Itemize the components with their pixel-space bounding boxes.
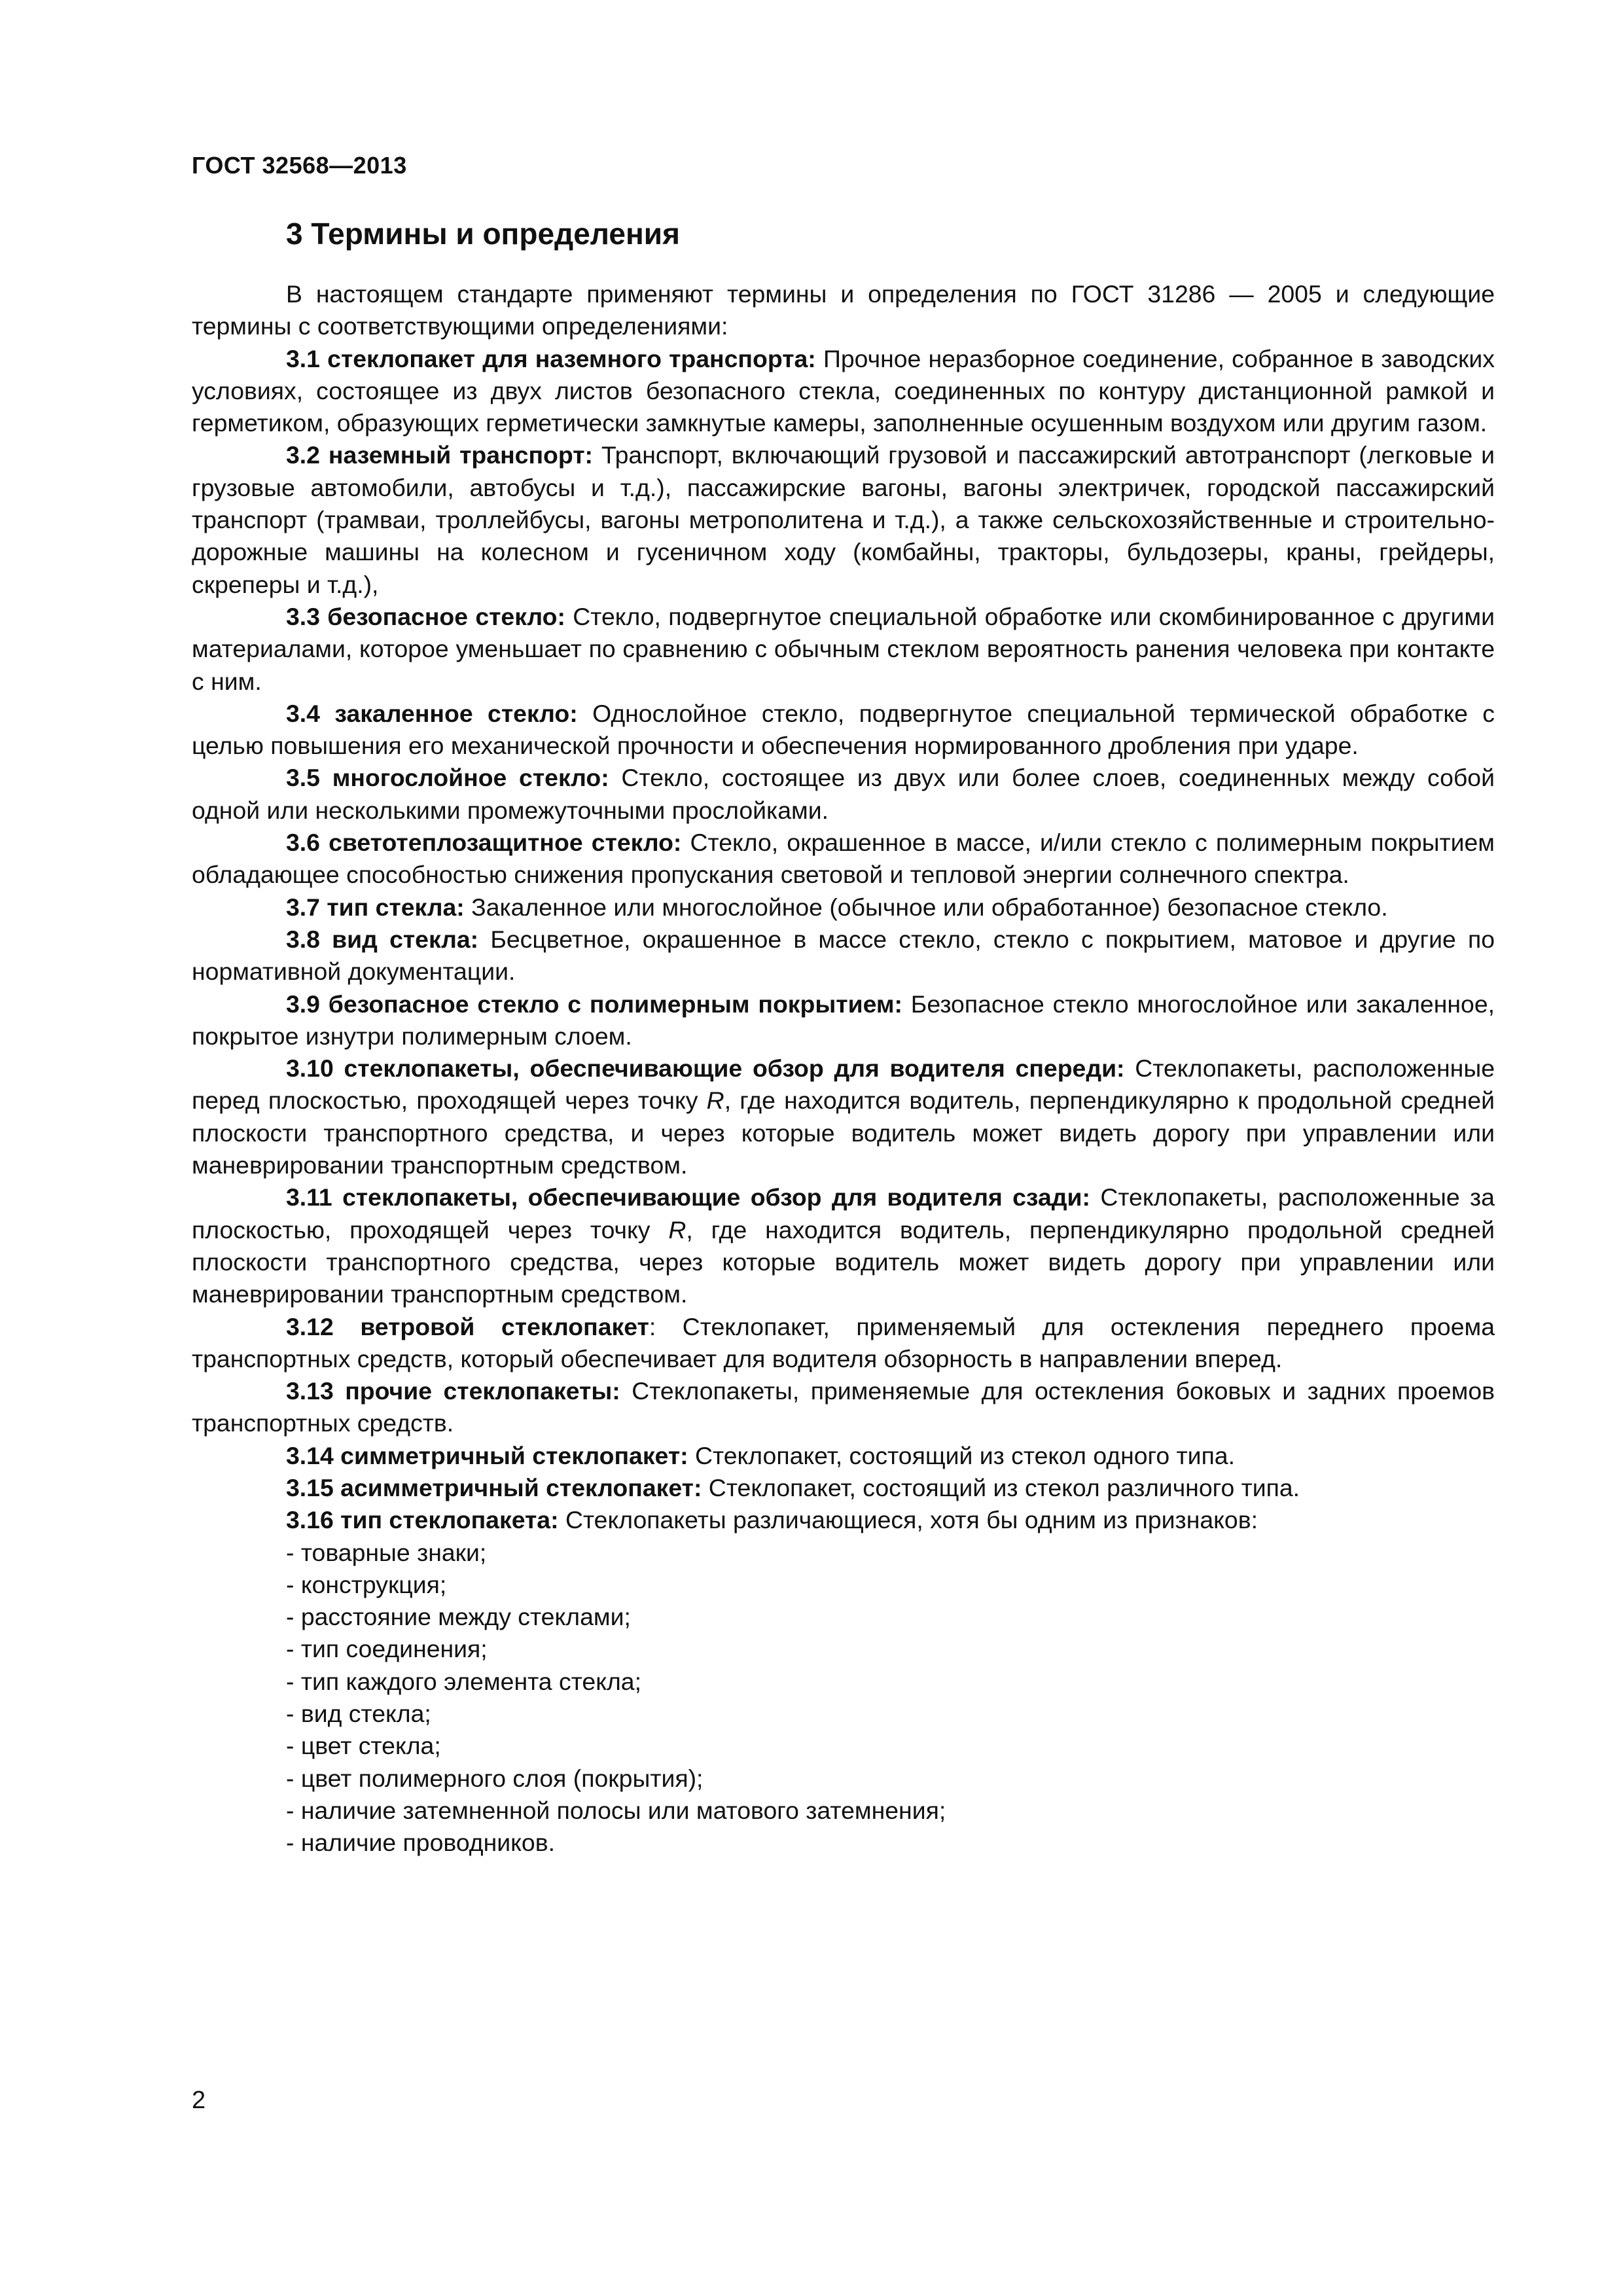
term-3-4: [192, 698, 1495, 762]
term-label: 3.9 безопасное стекло с полимерным покрытием:: [286, 990, 903, 1018]
term-definition: Стекло, окрашенное в массе, и/или стекло с полимерным покрытием обладающее способностью снижения пропускания световой и тепловой энергии солнечного спектра.: [192, 829, 1495, 889]
term-definition-start: Стеклопакеты, расположенные перед плоскостью, проходящей через точку: [192, 1054, 1495, 1115]
term-definition: Бесцветное, окрашенное в массе стекло, стекло с покрытием, матовое и другие по нормативной документации.: [192, 925, 1495, 986]
term-definition-start: Стеклопакеты, расположенные за плоскостью, проходящей через точку: [192, 1183, 1495, 1244]
term-label: 3.16 тип стеклопакета:: [286, 1506, 559, 1534]
point-r: R: [668, 1215, 687, 1244]
term-definition: Закаленное или многослойное (обычное или обработанное) безопасное стекло.: [464, 893, 1388, 921]
term-label: 3.11 стеклопакеты, обеспечивающие обзор для водителя сзади:: [286, 1183, 1090, 1211]
list-item: - вид стекла;: [286, 1700, 431, 1728]
term-3-11: [192, 1181, 1495, 1310]
term-label: 3.5 многослойное стекло:: [286, 764, 609, 792]
term-label: 3.1 стеклопакет для наземного транспорта:: [286, 344, 816, 372]
term-definition: Стекло, состоящее из двух или более слоев, соединенных между собой одной или несколькими промежуточными прослойками.: [192, 764, 1495, 824]
term-label: 3.13 прочие стеклопакеты:: [286, 1377, 620, 1405]
term-3-5: [192, 762, 1495, 827]
term-label: 3.6 светотеплозащитное стекло:: [286, 829, 682, 857]
term-3-16: [192, 1504, 1495, 1536]
term-definition-end: , где находится водитель, перпендикулярно продольной средней плоскости транспортного средства, через которые водитель может видеть дорогу при управлении или маневрировании транспортным средством.: [192, 1215, 1495, 1308]
list-item: - товарные знаки;: [286, 1538, 487, 1566]
list-item: - конструкция;: [286, 1570, 447, 1598]
term-3-8: [192, 924, 1495, 988]
intro-paragraph: В настоящем стандарте применяют термины и определения по ГОСТ 31286 — 2005 и следующие термины с соответствующими определениями:: [192, 280, 1495, 340]
point-r: R: [706, 1086, 724, 1115]
term-definition: Стекло, подвергнутое специальной обработке или скомбинированное с другими материалами, которое уменьшает по сравнению с обычным стеклом вероятность ранения человека при контакте с ним.: [192, 602, 1495, 695]
term-3-7: [192, 891, 1495, 924]
term-definition: Стеклопакет, состоящий из стекол различного типа.: [702, 1473, 1300, 1501]
term-3-3: [192, 601, 1495, 698]
term-3-13: [192, 1375, 1495, 1440]
term-definition: Стеклопакеты, применяемые для остекления боковых и задних проемов транспортных средств.: [192, 1377, 1495, 1437]
term-label: 3.14 симметричный стеклопакет:: [286, 1441, 688, 1469]
term-3-14: [192, 1440, 1495, 1472]
term-label: 3.7 тип стекла:: [286, 893, 465, 921]
term-definition: Безопасное стекло многослойное или закаленное, покрытое изнутри полимерным слоем.: [192, 990, 1495, 1050]
term-3-2: [192, 439, 1495, 600]
term-definition: Транспорт, включающий грузовой и пассажирский автотранспорт (легковые и грузовые автомобили, автобусы и т.д.), пассажирские вагоны, вагоны электричек, городской пассажирский транспорт (трамваи, троллейбусы, вагоны метрополитена и т.д.), а также сельскохозяйственные и строительно-дорожные машины на колесном и гусеничном ходу (комбайны, тракторы, бульдозеры, краны, грейдеры, скреперы и т.д.),: [192, 441, 1495, 598]
list-item: - цвет полимерного слоя (покрытия);: [286, 1764, 704, 1792]
term-3-9: [192, 988, 1495, 1053]
sign-list: [192, 1537, 1495, 1859]
term-3-10: [192, 1052, 1495, 1181]
term-3-6: [192, 827, 1495, 891]
section-title: 3 Термины и определения: [286, 217, 680, 251]
term-definition: Прочное неразборное соединение, собранное в заводских условиях, состоящее из двух листов безопасного стекла, соединенных по контуру дистанционной рамкой и герметиком, образующих герметически замкнутые камеры, заполненные осушенным воздухом или другим газом.: [192, 344, 1495, 437]
page-number: 2: [192, 2087, 206, 2114]
list-item: - наличие проводников.: [286, 1829, 555, 1857]
list-item: - расстояние между стеклами;: [286, 1603, 631, 1631]
term-definition: Стеклопакет, состоящий из стекол одного типа.: [688, 1441, 1235, 1469]
term-label: 3.12 ветровой стеклопакет: [286, 1312, 649, 1340]
list-item: - наличие затемненной полосы или матового затемнения;: [286, 1796, 946, 1824]
term-3-15: [192, 1472, 1495, 1504]
term-definition: Однослойное стекло, подвергнутое специальной термической обработке с целью повышения его механической прочности и обеспечения нормированного дробления при ударе.: [192, 699, 1495, 760]
term-label: 3.2 наземный транспорт:: [286, 441, 593, 469]
term-definition-end: , где находится водитель, перпендикулярно к продольной средней плоскости транспортного средства, и через которые водитель может видеть дорогу при управлении или маневрировании транспортным средством.: [192, 1086, 1495, 1179]
term-definition: Стеклопакеты различающиеся, хотя бы одним из признаков:: [558, 1506, 1258, 1534]
list-item: - тип каждого элемента стекла;: [286, 1667, 641, 1695]
term-definition: : Стеклопакет, применяемый для остекления переднего проема транспортных средств, который обеспечивает для водителя обзорность в направлении вперед.: [192, 1312, 1495, 1372]
list-item: - тип соединения;: [286, 1635, 488, 1663]
section-body: [192, 278, 1495, 1859]
term-label: 3.4 закаленное стекло:: [286, 699, 578, 727]
term-3-1: [192, 343, 1495, 440]
document-code: ГОСТ 32568—2013: [192, 152, 407, 179]
term-label: 3.15 асимметричный стеклопакет:: [286, 1473, 702, 1501]
list-item: - цвет стекла;: [286, 1732, 441, 1760]
term-label: 3.3 безопасное стекло:: [286, 602, 565, 630]
term-3-12: [192, 1311, 1495, 1376]
term-label: 3.10 стеклопакеты, обеспечивающие обзор для водителя спереди:: [286, 1054, 1125, 1083]
term-label: 3.8 вид стекла:: [286, 925, 479, 953]
